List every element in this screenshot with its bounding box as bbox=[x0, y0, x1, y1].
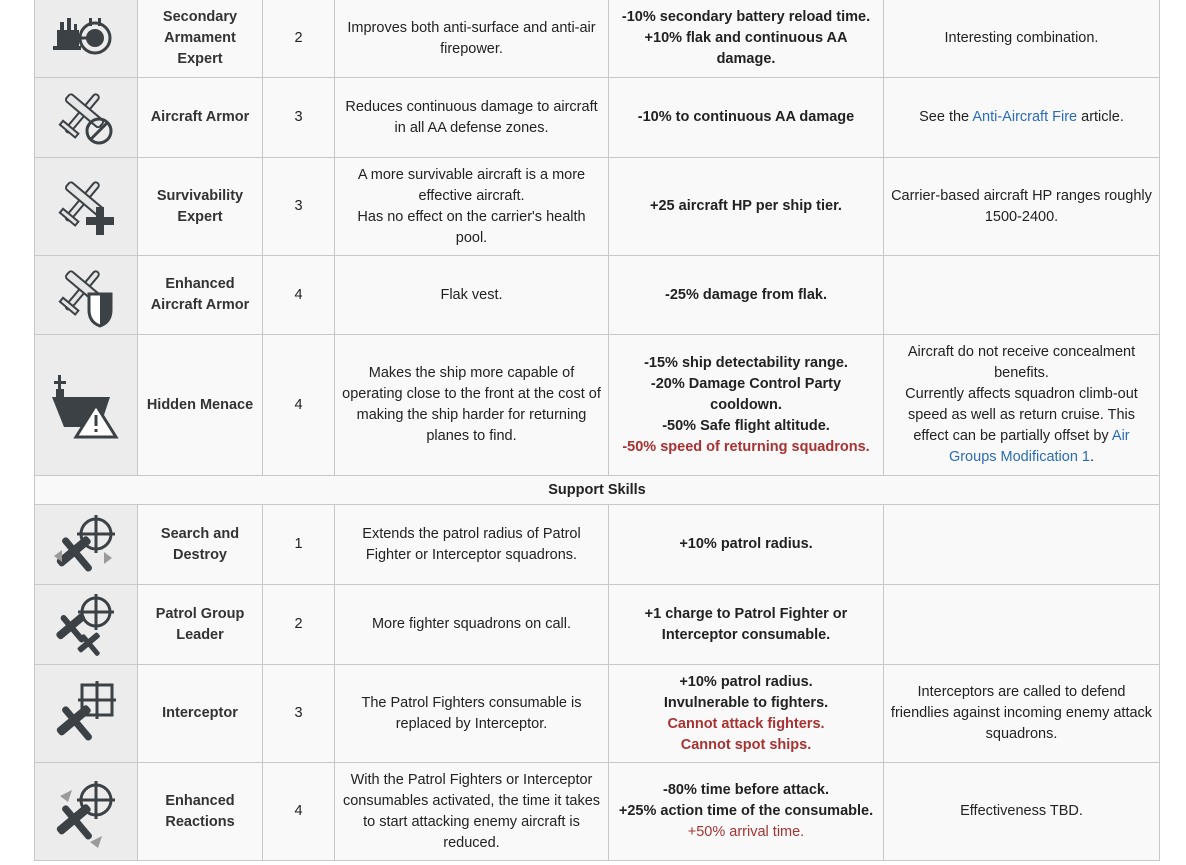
skill-effect: +25 aircraft HP per ship tier. bbox=[609, 158, 884, 256]
skill-notes: Carrier-based aircraft HP ranges roughly 1500-2400. bbox=[884, 158, 1160, 256]
skill-name: Enhanced Aircraft Armor bbox=[138, 256, 263, 335]
icon-cell bbox=[35, 665, 138, 763]
skill-description: Flak vest. bbox=[335, 256, 609, 335]
table-row bbox=[35, 763, 1160, 861]
skill-description: Extends the patrol radius of Patrol Fighter or Interceptor squadrons. bbox=[335, 505, 609, 585]
skill-notes: Aircraft do not receive concealment benefits. Currently affects squadron climb-out speed as well as return cruise. This effect can be partially offset by Air Groups Modification 1. bbox=[884, 335, 1160, 476]
icon-cell bbox=[35, 585, 138, 665]
skills-table bbox=[34, 0, 1160, 861]
survivability-expert-icon bbox=[51, 171, 121, 243]
skill-tier: 3 bbox=[263, 665, 335, 763]
skill-effect: -10% to continuous AA damage bbox=[609, 78, 884, 158]
skill-description: A more survivable aircraft is a more effective aircraft. Has no effect on the carrier's health pool. bbox=[335, 158, 609, 256]
skill-effect: -15% ship detectability range. -20% Damage Control Party cooldown. -50% Safe flight altitude. -50% speed of returning squadrons. bbox=[609, 335, 884, 476]
section-title: Support Skills bbox=[35, 476, 1160, 505]
skill-description: More fighter squadrons on call. bbox=[335, 585, 609, 665]
skill-name: Search and Destroy bbox=[138, 505, 263, 585]
skill-description: Makes the ship more capable of operating close to the front at the cost of making the ship harder for returning planes to find. bbox=[335, 335, 609, 476]
table-row bbox=[35, 78, 1160, 158]
skill-tier: 1 bbox=[263, 505, 335, 585]
table-row bbox=[35, 335, 1160, 476]
enhanced-aircraft-armor-icon bbox=[51, 260, 121, 330]
skill-notes bbox=[884, 256, 1160, 335]
icon-cell bbox=[35, 763, 138, 861]
skill-effect: -25% damage from flak. bbox=[609, 256, 884, 335]
skill-effect: -10% secondary battery reload time. +10% flak and continuous AA damage. bbox=[609, 0, 884, 78]
search-and-destroy-icon bbox=[50, 510, 122, 580]
section-header-row bbox=[35, 476, 1160, 505]
skill-tier: 4 bbox=[263, 256, 335, 335]
skill-description: The Patrol Fighters consumable is replaced by Interceptor. bbox=[335, 665, 609, 763]
skill-name: Interceptor bbox=[138, 665, 263, 763]
icon-cell bbox=[35, 335, 138, 476]
hidden-menace-icon bbox=[50, 369, 122, 441]
table-row bbox=[35, 0, 1160, 78]
icon-cell bbox=[35, 78, 138, 158]
table-row bbox=[35, 585, 1160, 665]
icon-cell bbox=[35, 256, 138, 335]
icon-cell bbox=[35, 505, 138, 585]
table-row bbox=[35, 158, 1160, 256]
icon-cell bbox=[35, 0, 138, 78]
skill-name: Patrol Group Leader bbox=[138, 585, 263, 665]
skill-tier: 4 bbox=[263, 335, 335, 476]
skill-tier: 2 bbox=[263, 585, 335, 665]
skill-notes: Interceptors are called to defend friendlies against incoming enemy attack squadrons. bbox=[884, 665, 1160, 763]
secondary-armament-icon bbox=[51, 8, 121, 70]
skill-name: Hidden Menace bbox=[138, 335, 263, 476]
skill-notes: Interesting combination. bbox=[884, 0, 1160, 78]
skill-tier: 3 bbox=[263, 158, 335, 256]
anti-aircraft-fire-link[interactable]: Anti-Aircraft Fire bbox=[972, 109, 1078, 125]
skill-description: Improves both anti-surface and anti-air firepower. bbox=[335, 0, 609, 78]
patrol-group-leader-icon bbox=[50, 590, 122, 660]
skill-name: Enhanced Reactions bbox=[138, 763, 263, 861]
skill-tier: 4 bbox=[263, 763, 335, 861]
skill-name: Secondary Armament Expert bbox=[138, 0, 263, 78]
skill-effect: +1 charge to Patrol Fighter or Interceptor consumable. bbox=[609, 585, 884, 665]
table-row bbox=[35, 505, 1160, 585]
skill-name: Survivability Expert bbox=[138, 158, 263, 256]
skill-description: With the Patrol Fighters or Interceptor consumables activated, the time it takes to start attacking enemy aircraft is reduced. bbox=[335, 763, 609, 861]
skill-effect: +10% patrol radius. Invulnerable to fighters. Cannot attack fighters. Cannot spot ships. bbox=[609, 665, 884, 763]
skill-tier: 2 bbox=[263, 0, 335, 78]
table-row bbox=[35, 256, 1160, 335]
icon-cell bbox=[35, 158, 138, 256]
aircraft-armor-icon bbox=[51, 83, 121, 153]
skill-name: Aircraft Armor bbox=[138, 78, 263, 158]
enhanced-reactions-icon bbox=[50, 776, 122, 848]
skill-notes bbox=[884, 585, 1160, 665]
skill-effect: -80% time before attack. +25% action time of the consumable. +50% arrival time. bbox=[609, 763, 884, 861]
skill-notes bbox=[884, 505, 1160, 585]
skill-effect: +10% patrol radius. bbox=[609, 505, 884, 585]
air-groups-modification-link[interactable]: Air Groups Modification 1 bbox=[948, 428, 1130, 465]
skill-description: Reduces continuous damage to aircraft in all AA defense zones. bbox=[335, 78, 609, 158]
skill-notes: See the Anti-Aircraft Fire article. bbox=[884, 78, 1160, 158]
table-row bbox=[35, 665, 1160, 763]
skill-tier: 3 bbox=[263, 78, 335, 158]
interceptor-icon bbox=[50, 679, 122, 749]
skill-notes: Effectiveness TBD. bbox=[884, 763, 1160, 861]
